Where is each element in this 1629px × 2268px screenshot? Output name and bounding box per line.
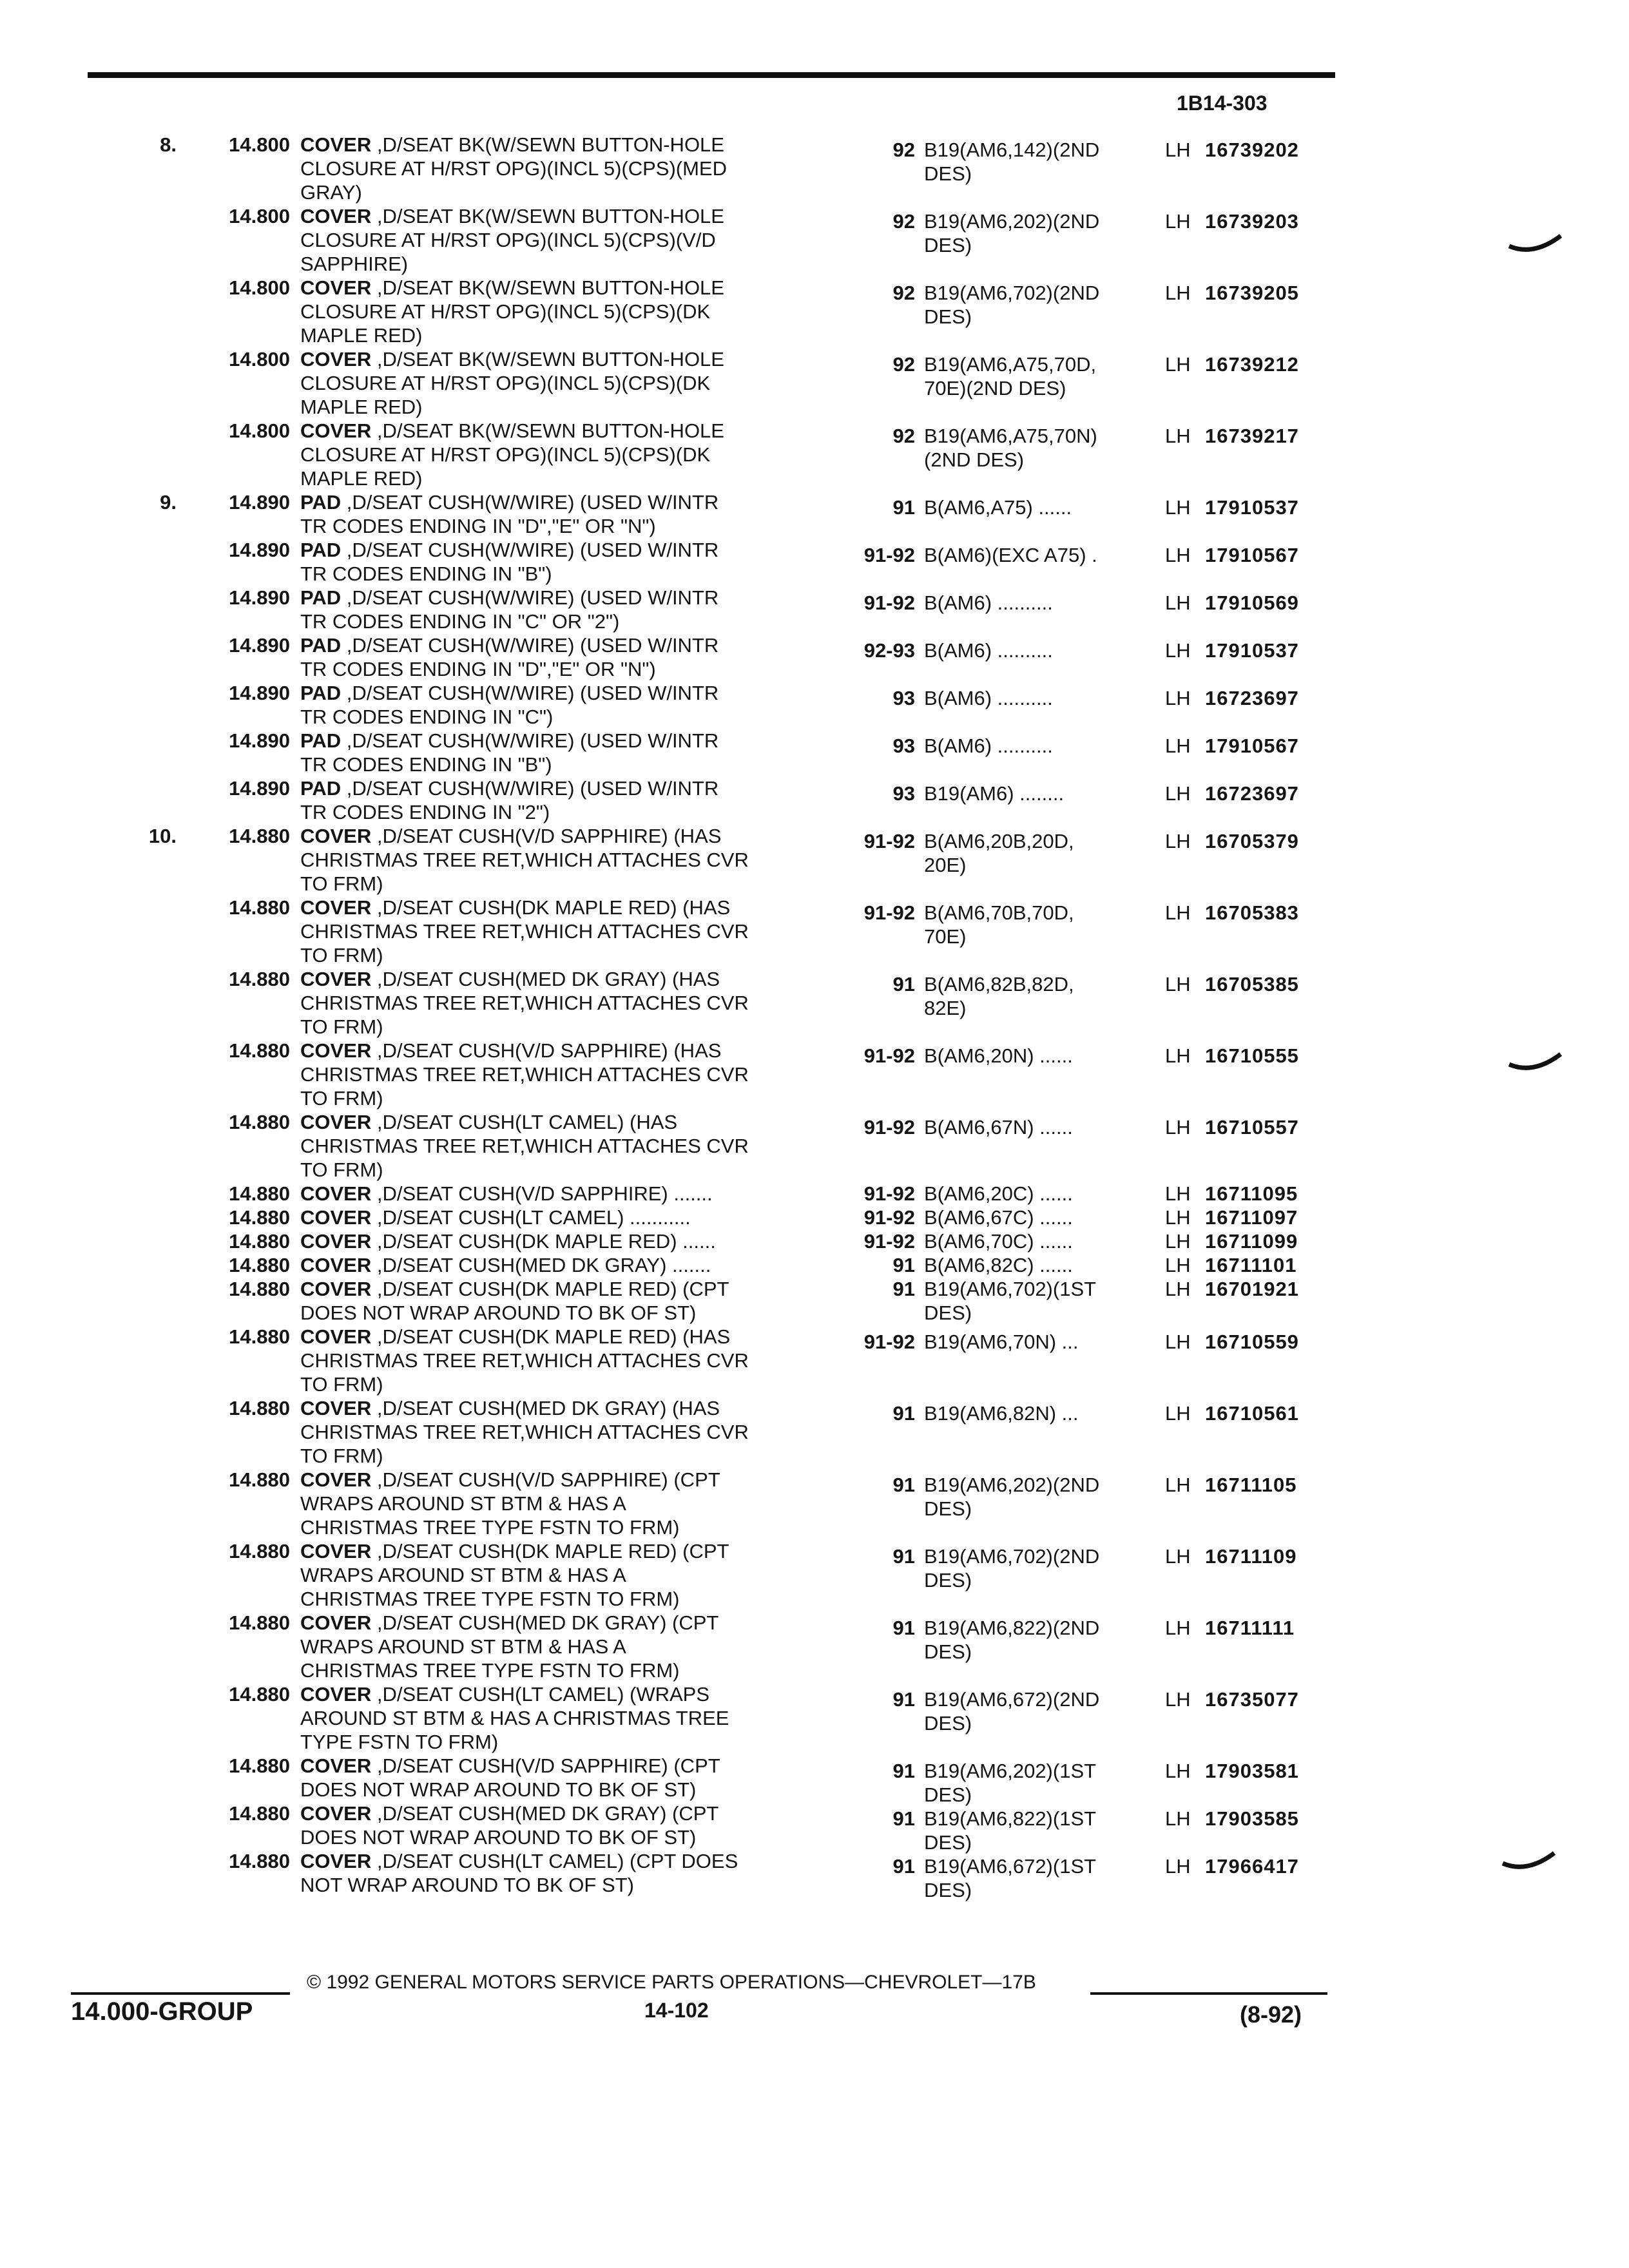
part-number: 17903585: [1205, 1807, 1299, 1830]
part-description-text: ,D/SEAT CUSH(DK MAPLE RED) (HAS CHRISTMAS TREE RET,WHICH ATTACHES CVR TO FRM): [300, 1325, 749, 1396]
part-number: 17966417: [1205, 1855, 1299, 1878]
usage-code: B(AM6) ..........: [924, 639, 1053, 662]
group-number: 14.880: [229, 1611, 290, 1634]
part-description-text: ,D/SEAT BK(W/SEWN BUTTON-HOLE CLOSURE AT H/RST OPG)(INCL 5)(CPS)(MED GRAY): [300, 133, 727, 204]
footer-rule: [1090, 1992, 1327, 1995]
parts-row: [0, 586, 1629, 633]
parts-row: [0, 419, 1629, 490]
part-name: COVER: [300, 968, 372, 990]
side-indicator: LH: [1165, 1331, 1191, 1353]
parts-row: [0, 1682, 1629, 1754]
model-year: 91: [892, 1474, 915, 1496]
part-description: [300, 1754, 842, 1802]
side-indicator: LH: [1165, 425, 1191, 447]
group-number: 14.890: [229, 729, 290, 752]
part-description: [300, 1206, 842, 1229]
parts-row: [0, 538, 1629, 586]
group-number: 14.890: [229, 491, 290, 514]
parts-row: [0, 1206, 1629, 1229]
parts-row: [0, 204, 1629, 276]
part-description-text: ,D/SEAT CUSH(W/WIRE) (USED W/INTR TR CODES ENDING IN "2"): [300, 777, 719, 823]
part-name: COVER: [300, 1206, 372, 1229]
usage-code: B19(AM6,70N) ...: [924, 1331, 1079, 1353]
part-description: [300, 347, 842, 419]
part-name: COVER: [300, 1325, 372, 1348]
parts-row: [0, 347, 1629, 419]
part-description-text: ,D/SEAT CUSH(DK MAPLE RED) (CPT WRAPS AROUND ST BTM & HAS A CHRISTMAS TREE TYPE FSTN TO FRM): [300, 1540, 729, 1610]
group-number: 14.800: [229, 276, 290, 299]
part-number: 16710555: [1205, 1044, 1299, 1067]
model-year: 93: [892, 735, 915, 757]
model-year: 91: [892, 1688, 915, 1711]
part-name: COVER: [300, 1850, 372, 1872]
side-indicator: LH: [1165, 1617, 1191, 1639]
part-number: 16723697: [1205, 782, 1299, 805]
part-description-text: ,D/SEAT CUSH(V/D SAPPHIRE) (CPT WRAPS AROUND ST BTM & HAS A CHRISTMAS TREE TYPE FSTN TO FRM): [300, 1468, 720, 1539]
group-number: 14.880: [229, 1325, 290, 1348]
usage-code: B19(AM6,702)(2ND DES): [924, 1545, 1100, 1591]
side-indicator: LH: [1165, 687, 1191, 709]
model-year: 91: [892, 1617, 915, 1639]
side-indicator: LH: [1165, 1230, 1191, 1253]
part-description: [300, 1110, 842, 1182]
group-number: 14.890: [229, 634, 290, 657]
model-year: 92: [892, 210, 915, 233]
group-number: 14.880: [229, 825, 290, 847]
part-description: [300, 729, 842, 776]
part-description: [300, 204, 842, 276]
parts-row: [0, 1277, 1629, 1325]
part-number: 16711105: [1205, 1474, 1297, 1496]
part-description-text: ,D/SEAT CUSH(V/D SAPPHIRE) .......: [371, 1182, 713, 1205]
usage-code: B19(AM6,82N) ...: [924, 1402, 1079, 1425]
side-indicator: LH: [1165, 1044, 1191, 1067]
part-name: COVER: [300, 133, 372, 156]
part-description: [300, 1182, 842, 1206]
usage-code: B(AM6)(EXC A75) .: [924, 544, 1097, 566]
model-year: 91-92: [863, 1230, 915, 1253]
part-description-text: ,D/SEAT CUSH(DK MAPLE RED) (HAS CHRISTMAS TREE RET,WHICH ATTACHES CVR TO FRM): [300, 896, 749, 966]
usage-code: B19(AM6,202)(2ND DES): [924, 1474, 1100, 1520]
reference-number: 10.: [148, 825, 177, 847]
model-year: 91-92: [863, 544, 915, 566]
usage-code: B(AM6) ..........: [924, 687, 1053, 709]
part-description: [300, 1039, 842, 1110]
parts-row: [0, 967, 1629, 1039]
usage-code: B(AM6,82B,82D, 82E): [924, 973, 1074, 1019]
part-description-text: ,D/SEAT CUSH(W/WIRE) (USED W/INTR TR CODES ENDING IN "C" OR "2"): [300, 586, 719, 633]
part-number: 16710559: [1205, 1331, 1299, 1353]
part-description: [300, 1468, 842, 1539]
model-year: 91: [892, 1278, 915, 1300]
parts-row: [0, 729, 1629, 776]
side-indicator: LH: [1165, 1760, 1191, 1782]
part-name: COVER: [300, 276, 372, 299]
model-year: 91: [892, 973, 915, 995]
side-indicator: LH: [1165, 496, 1191, 519]
part-description-text: ,D/SEAT CUSH(W/WIRE) (USED W/INTR TR CODES ENDING IN "D","E" OR "N"): [300, 634, 719, 680]
side-indicator: LH: [1165, 830, 1191, 852]
footer-rule: [71, 1992, 290, 1995]
part-name: COVER: [300, 419, 372, 442]
side-indicator: LH: [1165, 901, 1191, 924]
part-name: PAD: [300, 729, 342, 752]
catalog-reference: 1B14-303: [1177, 91, 1268, 115]
model-year: 91: [892, 1545, 915, 1568]
parts-row: [0, 1039, 1629, 1110]
group-number: 14.880: [229, 1468, 290, 1491]
usage-code: B(AM6,20C) ......: [924, 1182, 1073, 1205]
side-indicator: LH: [1165, 973, 1191, 995]
part-number: 16705383: [1205, 901, 1299, 924]
group-number: 14.800: [229, 419, 290, 442]
part-name: COVER: [300, 1468, 372, 1491]
top-rule: [88, 72, 1335, 78]
part-description: [300, 681, 842, 729]
part-number: 16723697: [1205, 687, 1299, 709]
part-description-text: ,D/SEAT BK(W/SEWN BUTTON-HOLE CLOSURE AT H/RST OPG)(INCL 5)(CPS)(DK MAPLE RED): [300, 348, 724, 418]
model-year: 91: [892, 1402, 915, 1425]
usage-code: B(AM6,20N) ......: [924, 1044, 1073, 1067]
model-year: 91-92: [863, 901, 915, 924]
part-description-text: ,D/SEAT CUSH(MED DK GRAY) (CPT DOES NOT WRAP AROUND TO BK OF ST): [300, 1802, 719, 1849]
part-number: 16711111: [1205, 1617, 1295, 1639]
model-year: 91: [892, 1760, 915, 1782]
parts-row: [0, 1229, 1629, 1253]
model-year: 91-92: [863, 1331, 915, 1353]
usage-code: B(AM6,82C) ......: [924, 1254, 1073, 1276]
reference-number: 8.: [160, 133, 177, 156]
parts-row: [0, 1182, 1629, 1206]
group-number: 14.880: [229, 1850, 290, 1872]
parts-row: [0, 490, 1629, 538]
part-description-text: ,D/SEAT CUSH(MED DK GRAY) (HAS CHRISTMAS TREE RET,WHICH ATTACHES CVR TO FRM): [300, 1397, 749, 1467]
part-description: [300, 276, 842, 347]
group-number: 14.890: [229, 586, 290, 609]
part-description-text: ,D/SEAT CUSH(MED DK GRAY) (HAS CHRISTMAS TREE RET,WHICH ATTACHES CVR TO FRM): [300, 968, 749, 1038]
part-description: [300, 896, 842, 967]
usage-code: B19(AM6,672)(2ND DES): [924, 1688, 1100, 1735]
parts-row: [0, 133, 1629, 204]
part-description: [300, 1396, 842, 1468]
part-number: 17903581: [1205, 1760, 1299, 1782]
group-number: 14.880: [229, 1182, 290, 1205]
part-description: [300, 776, 842, 824]
part-description-text: ,D/SEAT CUSH(W/WIRE) (USED W/INTR TR CODES ENDING IN "C"): [300, 682, 719, 728]
part-description: [300, 1611, 842, 1682]
side-indicator: LH: [1165, 282, 1191, 304]
part-number: 16711099: [1205, 1230, 1298, 1253]
model-year: 91: [892, 1807, 915, 1830]
group-number: 14.890: [229, 539, 290, 561]
part-description-text: ,D/SEAT CUSH(W/WIRE) (USED W/INTR TR CODES ENDING IN "D","E" OR "N"): [300, 491, 719, 537]
reference-number: 9.: [160, 491, 177, 514]
part-name: COVER: [300, 1230, 372, 1253]
part-number: 16739205: [1205, 282, 1299, 304]
part-description: [300, 538, 842, 586]
model-year: 91-92: [863, 591, 915, 614]
part-description-text: ,D/SEAT CUSH(MED DK GRAY) .......: [371, 1254, 711, 1276]
part-description: [300, 1229, 842, 1253]
part-description-text: ,D/SEAT CUSH(MED DK GRAY) (CPT WRAPS AROUND ST BTM & HAS A CHRISTMAS TREE TYPE FSTN TO FRM): [300, 1611, 719, 1682]
part-description-text: ,D/SEAT BK(W/SEWN BUTTON-HOLE CLOSURE AT H/RST OPG)(INCL 5)(CPS)(DK MAPLE RED): [300, 419, 724, 490]
group-number: 14.880: [229, 1397, 290, 1419]
part-name: PAD: [300, 682, 342, 704]
part-description-text: ,D/SEAT CUSH(W/WIRE) (USED W/INTR TR CODES ENDING IN "B"): [300, 729, 719, 776]
part-name: COVER: [300, 1182, 372, 1205]
part-number: 16705385: [1205, 973, 1299, 995]
group-number: 14.880: [229, 1802, 290, 1825]
group-number: 14.800: [229, 133, 290, 156]
part-name: PAD: [300, 634, 342, 657]
side-indicator: LH: [1165, 1182, 1191, 1205]
part-number: 16710557: [1205, 1116, 1299, 1139]
part-description-text: ,D/SEAT CUSH(LT CAMEL) ...........: [371, 1206, 691, 1229]
group-number: 14.880: [229, 1039, 290, 1062]
usage-code: B(AM6,20B,20D, 20E): [924, 830, 1074, 876]
usage-code: B(AM6,70C) ......: [924, 1230, 1073, 1253]
usage-code: B(AM6,67C) ......: [924, 1206, 1073, 1229]
part-name: COVER: [300, 1802, 372, 1825]
model-year: 92: [892, 139, 915, 161]
group-number: 14.890: [229, 682, 290, 704]
usage-code: B19(AM6,202)(2ND DES): [924, 210, 1100, 256]
model-year: 91-92: [863, 830, 915, 852]
side-indicator: LH: [1165, 1278, 1191, 1300]
part-name: COVER: [300, 896, 372, 919]
side-indicator: LH: [1165, 1116, 1191, 1139]
part-name: COVER: [300, 205, 372, 227]
part-number: 16705379: [1205, 830, 1299, 852]
part-name: COVER: [300, 1683, 372, 1706]
side-indicator: LH: [1165, 210, 1191, 233]
parts-row: [0, 896, 1629, 967]
side-indicator: LH: [1165, 1807, 1191, 1830]
part-description: [300, 133, 842, 204]
side-indicator: LH: [1165, 1206, 1191, 1229]
usage-code: B19(AM6,822)(2ND DES): [924, 1617, 1100, 1663]
side-indicator: LH: [1165, 1474, 1191, 1496]
usage-code: B(AM6,67N) ......: [924, 1116, 1073, 1139]
model-year: 91: [892, 1254, 915, 1276]
part-description: [300, 586, 842, 633]
parts-row: [0, 1110, 1629, 1182]
parts-row: [0, 1611, 1629, 1682]
parts-row: [0, 1253, 1629, 1277]
part-description-text: ,D/SEAT CUSH(DK MAPLE RED) (CPT DOES NOT WRAP AROUND TO BK OF ST): [300, 1278, 729, 1324]
part-description-text: ,D/SEAT BK(W/SEWN BUTTON-HOLE CLOSURE AT H/RST OPG)(INCL 5)(CPS)(DK MAPLE RED): [300, 276, 724, 347]
part-description: [300, 1325, 842, 1396]
side-indicator: LH: [1165, 1688, 1191, 1711]
usage-code: B(AM6,A75) ......: [924, 496, 1072, 519]
model-year: 92: [892, 425, 915, 447]
usage-code: B19(AM6,A75,70D, 70E)(2ND DES): [924, 353, 1097, 399]
side-indicator: LH: [1165, 139, 1191, 161]
part-name: PAD: [300, 539, 342, 561]
part-name: COVER: [300, 1397, 372, 1419]
group-number: 14.880: [229, 1111, 290, 1133]
group-number: 14.880: [229, 896, 290, 919]
parts-row: [0, 824, 1629, 896]
revision-date: (8-92): [1240, 2001, 1302, 2028]
side-indicator: LH: [1165, 1855, 1191, 1878]
part-number: 16710561: [1205, 1402, 1299, 1425]
part-number: 16711095: [1205, 1182, 1298, 1205]
model-year: 93: [892, 687, 915, 709]
group-number: 14.880: [229, 1683, 290, 1706]
parts-list: [0, 133, 1629, 1901]
part-description-text: ,D/SEAT CUSH(V/D SAPPHIRE) (CPT DOES NOT WRAP AROUND TO BK OF ST): [300, 1754, 720, 1801]
part-name: COVER: [300, 1111, 372, 1133]
model-year: 91: [892, 1855, 915, 1878]
part-description: [300, 1539, 842, 1611]
part-description-text: ,D/SEAT CUSH(V/D SAPPHIRE) (HAS CHRISTMAS TREE RET,WHICH ATTACHES CVR TO FRM): [300, 825, 749, 895]
part-description: [300, 1682, 842, 1754]
usage-code: B19(AM6,702)(1ST DES): [924, 1278, 1097, 1324]
part-name: COVER: [300, 1039, 372, 1062]
part-number: 16701921: [1205, 1278, 1299, 1300]
part-number: 16739217: [1205, 425, 1299, 447]
part-number: 17910567: [1205, 544, 1299, 566]
group-number: 14.880: [229, 1206, 290, 1229]
model-year: 91-92: [863, 1044, 915, 1067]
model-year: 92: [892, 353, 915, 376]
parts-row: [0, 1849, 1629, 1901]
usage-code: B(AM6,70B,70D, 70E): [924, 901, 1074, 948]
group-number: 14.880: [229, 1254, 290, 1276]
model-year: 91-92: [863, 1206, 915, 1229]
part-number: 17910569: [1205, 591, 1299, 614]
part-number: 17910537: [1205, 496, 1299, 519]
part-description: [300, 1849, 842, 1897]
part-name: COVER: [300, 825, 372, 847]
side-indicator: LH: [1165, 591, 1191, 614]
model-year: 92-93: [863, 639, 915, 662]
usage-code: B19(AM6,702)(2ND DES): [924, 282, 1100, 328]
part-description-text: ,D/SEAT CUSH(LT CAMEL) (CPT DOES NOT WRAP AROUND TO BK OF ST): [300, 1850, 738, 1896]
part-description: [300, 1277, 842, 1325]
model-year: 92: [892, 282, 915, 304]
part-description-text: ,D/SEAT CUSH(DK MAPLE RED) ......: [371, 1230, 716, 1253]
part-description-text: ,D/SEAT BK(W/SEWN BUTTON-HOLE CLOSURE AT H/RST OPG)(INCL 5)(CPS)(V/D SAPPHIRE): [300, 205, 724, 275]
usage-code: B(AM6) ..........: [924, 591, 1053, 614]
parts-row: [0, 1396, 1629, 1468]
part-number: 16711101: [1205, 1254, 1297, 1276]
part-description: [300, 967, 842, 1039]
group-number: 14.800: [229, 348, 290, 370]
side-indicator: LH: [1165, 544, 1191, 566]
side-indicator: LH: [1165, 782, 1191, 805]
part-name: COVER: [300, 1278, 372, 1300]
group-number: 14.880: [229, 1230, 290, 1253]
parts-row: [0, 1325, 1629, 1396]
group-number: 14.880: [229, 1278, 290, 1300]
part-description-text: ,D/SEAT CUSH(V/D SAPPHIRE) (HAS CHRISTMAS TREE RET,WHICH ATTACHES CVR TO FRM): [300, 1039, 749, 1110]
part-name: COVER: [300, 1754, 372, 1777]
part-number: 16735077: [1205, 1688, 1299, 1711]
parts-row: [0, 276, 1629, 347]
side-indicator: LH: [1165, 1402, 1191, 1425]
part-description-text: ,D/SEAT CUSH(LT CAMEL) (WRAPS AROUND ST BTM & HAS A CHRISTMAS TREE TYPE FSTN TO FRM): [300, 1683, 729, 1753]
part-name: COVER: [300, 1611, 372, 1634]
usage-code: B19(AM6,822)(1ST DES): [924, 1807, 1097, 1854]
side-indicator: LH: [1165, 1254, 1191, 1276]
usage-code: B19(AM6,A75,70N) (2ND DES): [924, 425, 1097, 471]
side-indicator: LH: [1165, 1545, 1191, 1568]
part-name: COVER: [300, 1540, 372, 1562]
part-description: [300, 1253, 842, 1277]
part-description-text: ,D/SEAT CUSH(LT CAMEL) (HAS CHRISTMAS TREE RET,WHICH ATTACHES CVR TO FRM): [300, 1111, 749, 1181]
parts-row: [0, 1468, 1629, 1539]
part-description: [300, 490, 842, 538]
side-indicator: LH: [1165, 639, 1191, 662]
part-number: 17910537: [1205, 639, 1299, 662]
parts-row: [0, 681, 1629, 729]
group-number: 14.800: [229, 205, 290, 227]
parts-row: [0, 1754, 1629, 1806]
page-number: 14-102: [644, 1999, 709, 2022]
group-number: 14.880: [229, 1540, 290, 1562]
part-name: COVER: [300, 348, 372, 370]
usage-code: B19(AM6) ........: [924, 782, 1065, 805]
part-number: 16711109: [1205, 1545, 1297, 1568]
part-description: [300, 419, 842, 490]
part-name: PAD: [300, 586, 342, 609]
model-year: 91-92: [863, 1116, 915, 1139]
part-name: COVER: [300, 1254, 372, 1276]
model-year: 91: [892, 496, 915, 519]
copyright-notice: © 1992 GENERAL MOTORS SERVICE PARTS OPERATIONS—CHEVROLET—17B: [307, 1972, 1036, 1993]
parts-row: [0, 776, 1629, 824]
model-year: 93: [892, 782, 915, 805]
parts-row: [0, 1539, 1629, 1611]
group-number: 14.880: [229, 1754, 290, 1777]
usage-code: B19(AM6,672)(1ST DES): [924, 1855, 1097, 1901]
part-name: PAD: [300, 491, 342, 514]
group-number: 14.880: [229, 968, 290, 990]
part-name: PAD: [300, 777, 342, 800]
group-label: 14.000-GROUP: [71, 1997, 253, 2026]
usage-code: B19(AM6,202)(1ST DES): [924, 1760, 1097, 1806]
model-year: 91-92: [863, 1182, 915, 1205]
side-indicator: LH: [1165, 353, 1191, 376]
part-number: 16739202: [1205, 139, 1299, 161]
part-number: 16711097: [1205, 1206, 1298, 1229]
usage-code: B(AM6) ..........: [924, 735, 1053, 757]
part-number: 16739203: [1205, 210, 1299, 233]
usage-code: B19(AM6,142)(2ND DES): [924, 139, 1100, 185]
part-description: [300, 824, 842, 896]
part-description: [300, 1802, 842, 1849]
group-number: 14.890: [229, 777, 290, 800]
part-number: 16739212: [1205, 353, 1299, 376]
parts-row: [0, 633, 1629, 681]
part-description-text: ,D/SEAT CUSH(W/WIRE) (USED W/INTR TR CODES ENDING IN "B"): [300, 539, 719, 585]
part-description: [300, 633, 842, 681]
side-indicator: LH: [1165, 735, 1191, 757]
parts-row: [0, 1802, 1629, 1854]
part-number: 17910567: [1205, 735, 1299, 757]
